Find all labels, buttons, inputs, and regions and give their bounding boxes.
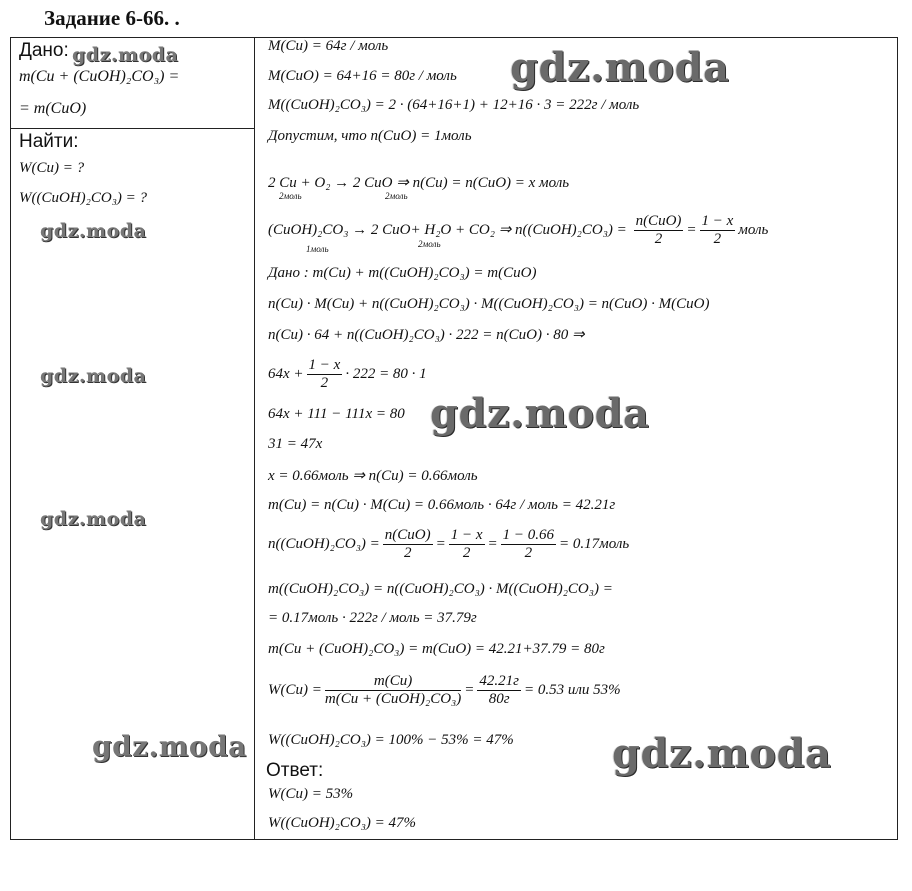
moles-malachite: n((CuOH)₂CO₃) = $\frac{\text{n(CuO)}}{2}$ = $\frac{1 - x}{2}$ = $\frac{1 - 0.66}{2}$ = 0.17моль (268, 527, 630, 561)
solution-table (10, 37, 898, 840)
mass-balance-numeric: n(Cu) · 64 + n((CuOH)₂CO₃) · 222 = n(CuO) · 80 ⇒ (268, 327, 585, 343)
mass-malachite-formula: m((CuOH)₂CO₃) = n((CuOH)₂CO₃) · M((CuOH)₂CO₃) = (268, 581, 613, 597)
reaction-2-fraction-1: $\frac{\text{n(CuO)}}{2}$ (635, 213, 682, 247)
watermark-logo: gdz.moda (92, 730, 247, 763)
equation-reduced: 31 = 47x (268, 436, 323, 452)
watermark-logo: gdz.moda (612, 730, 832, 777)
task-title: Задание 6-66. . (44, 6, 180, 30)
reaction-1-coef-cu: 2моль (279, 191, 302, 201)
given-header: Дано: (19, 40, 69, 61)
mass-check: m(Cu + (CuOH)₂CO₃) = m(CuO) = 42.21+37.79 = 80г (268, 641, 605, 657)
equation-fraction: $\frac{1 - x}{2}$ (308, 357, 341, 391)
answer-malachite: W((CuOH)₂CO₃) = 47% (268, 815, 417, 831)
given-line-1: m(Cu + (CuOH)₂CO₃) = (19, 68, 180, 85)
reaction-2-text: (CuOH)₂CO₃ → 2 CuO+ H₂O + CO₂ ⇒ n((CuOH)₂CO₃) = (268, 221, 627, 238)
reaction-2-fraction-2: $\frac{1 - x}{2}$ (701, 213, 734, 247)
mass-balance: Дано : m(Cu) + m((CuOH)₂CO₃) = m(CuO) (268, 265, 537, 281)
column-divider (254, 37, 255, 840)
find-line-2: W((CuOH)₂CO₃) = ? (19, 190, 148, 206)
x-solution: x = 0.66моль ⇒ n(Cu) = 0.66моль (268, 468, 478, 484)
molar-mass-cu: M(Cu) = 64г / моль (268, 38, 389, 54)
find-line-1: W(Cu) = ? (19, 160, 85, 176)
watermark-logo: gdz.moda (40, 220, 147, 242)
answer-cu: W(Cu) = 53% (268, 786, 354, 802)
watermark-logo: gdz.moda (430, 390, 650, 437)
molar-mass-cuo: M(CuO) = 64+16 = 80г / моль (268, 68, 457, 84)
mass-cu: m(Cu) = n(Cu) · M(Cu) = 0.66моль · 64г / моль = 42.21г (268, 497, 616, 513)
watermark-logo: gdz.moda (510, 44, 730, 91)
watermark-logo: gdz.moda (40, 365, 147, 387)
watermark-logo: gdz.moda (40, 508, 147, 530)
answer-header: Ответ: (266, 760, 324, 781)
molar-mass-malachite: M((CuOH)₂CO₃) = 2 · (64+16+1) + 12+16 · 3 = 222г / моль (268, 97, 640, 113)
watermark-logo: gdz.moda (72, 44, 179, 66)
given-line-2: = m(CuO) (19, 100, 87, 117)
given-find-divider (10, 128, 255, 129)
reaction-2-coef-cuo: 2моль (418, 239, 441, 249)
reaction-1-coef-cuo: 2моль (385, 191, 408, 201)
assumption-line: Допустим, что n(CuO) = 1моль (268, 128, 472, 144)
fraction-cu: W(Cu) = $\frac{m(Cu)}{\text{m(Cu + (CuOH)₂CO₃)}}$ = $\frac{42.21г}{80г}$ = 0.53 или 53% (268, 673, 621, 707)
equation-simplified: 64x + 111 − 111x = 80 (268, 406, 405, 422)
find-header: Найти: (19, 131, 79, 152)
reaction-1-text: 2 Cu + O₂ → 2 CuO ⇒ n(Cu) = n(CuO) = x моль (268, 175, 570, 191)
reaction-2-coef-malachite: 1моль (306, 244, 329, 254)
mass-malachite-value: = 0.17моль · 222г / моль = 37.79г (268, 610, 477, 626)
mass-balance-expanded: n(Cu) · M(Cu) + n((CuOH)₂CO₃) · M((CuOH)₂CO₃) = n(CuO) · M(CuO) (268, 296, 710, 312)
equation-line: 64x + $\frac{1 - x}{2}$ · 222 = 80 · 1 (268, 357, 427, 391)
fraction-malachite: W((CuOH)₂CO₃) = 100% − 53% = 47% (268, 732, 514, 748)
reaction-2: (CuOH)₂CO₃ → 2 CuO+ H₂O + CO₂ ⇒ n((CuOH)₂CO₃) = $\frac{\text{n(CuO)}}{2}$ = $\frac{1 - x}{2}$ моль (268, 213, 769, 247)
reaction-1 (268, 173, 569, 192)
